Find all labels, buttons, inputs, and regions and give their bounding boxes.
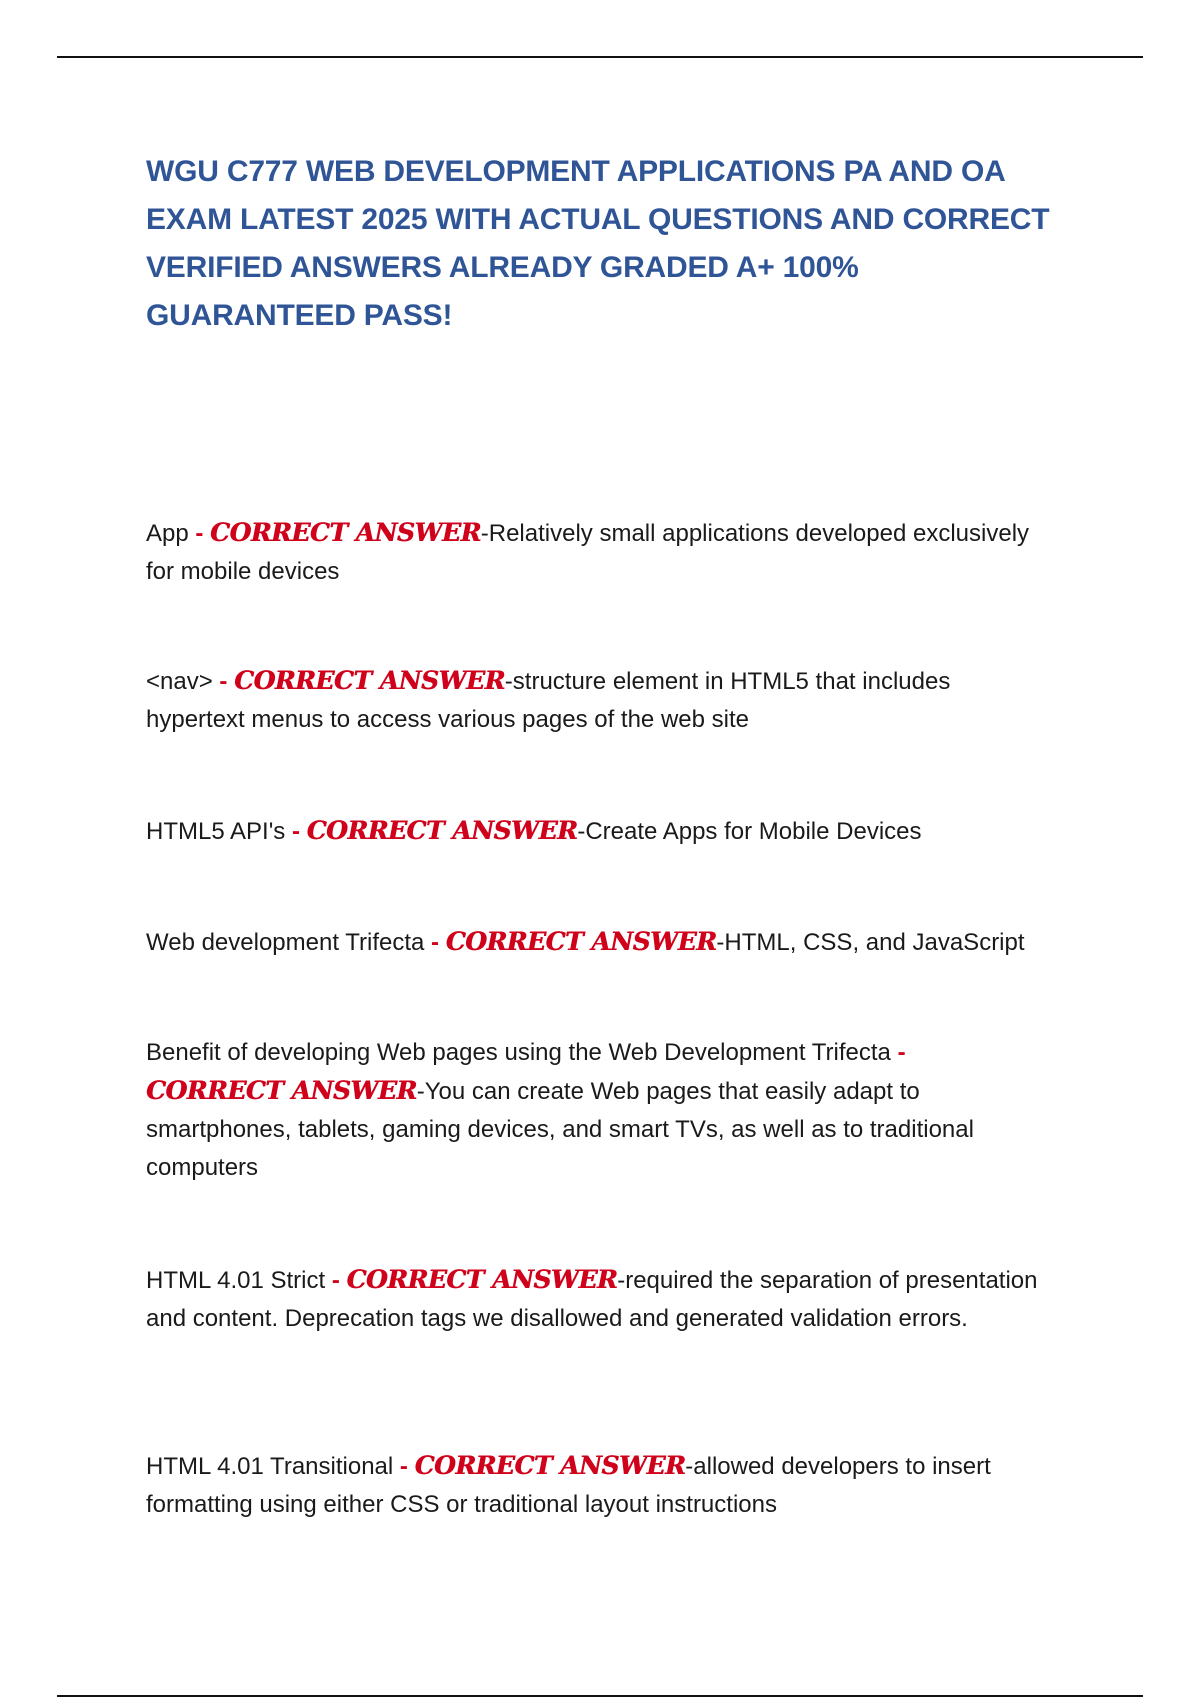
qa-item-html401-transitional: [146, 1447, 1046, 1524]
header-rule: [57, 56, 1143, 58]
qa-separator: -: [399, 1453, 408, 1480]
qa-item-trifecta-benefit: [146, 1034, 1046, 1187]
footer-rule: [57, 1695, 1143, 1697]
qa-separator: -: [291, 818, 300, 845]
qa-answer: Create Apps for Mobile Devices: [585, 818, 922, 845]
qa-item-html401-strict: [146, 1261, 1046, 1338]
qa-term: HTML5 API's: [146, 818, 286, 845]
correct-answer-marker: CORRECT ANSWER: [146, 1076, 417, 1105]
answer-dash: -: [504, 668, 513, 695]
qa-term: App: [146, 520, 189, 547]
qa-answer: allowed developers to insert formatting using either CSS or traditional layout instructions: [146, 1453, 991, 1518]
qa-answer: HTML, CSS, and JavaScript: [724, 929, 1025, 956]
answer-dash: -: [416, 1078, 425, 1105]
correct-answer-marker: CORRECT ANSWER: [445, 927, 717, 956]
correct-answer-marker: CORRECT ANSWER: [210, 518, 481, 547]
qa-separator: -: [195, 520, 204, 547]
qa-answer: Relatively small applications developed exclusively for mobile devices: [146, 520, 1030, 585]
qa-separator: -: [219, 668, 228, 695]
qa-term: Benefit of developing Web pages using the Web Development Trifecta: [146, 1039, 891, 1066]
qa-answer: structure element in HTML5 that includes hypertext menus to access various pages of the web site: [146, 668, 951, 733]
qa-item-trifecta: [146, 923, 1046, 962]
qa-term: HTML 4.01 Strict: [146, 1267, 326, 1294]
qa-item-html5-apis: [146, 812, 1046, 851]
qa-item-nav: [146, 662, 1046, 739]
qa-term: Web development Trifecta: [146, 929, 425, 956]
answer-dash: -: [716, 929, 725, 956]
qa-term: <nav>: [146, 668, 213, 695]
qa-separator: -: [897, 1039, 906, 1066]
document-title: WGU C777 WEB DEVELOPMENT APPLICATIONS PA AND OA EXAM LATEST 2025 WITH ACTUAL QUESTIONS AND CORRECT VERIFIED ANSWERS ALREADY GRADED A+ 100% GUARANTEED PASS!: [146, 155, 1050, 332]
answer-dash: -: [480, 520, 489, 547]
qa-answer: You can create Web pages that easily adapt to smartphones, tablets, gaming devices, and smart TVs, as well as to traditional computers: [146, 1078, 974, 1181]
correct-answer-marker: CORRECT ANSWER: [306, 816, 578, 845]
qa-term: HTML 4.01 Transitional: [146, 1453, 394, 1480]
qa-separator: -: [431, 929, 440, 956]
correct-answer-marker: CORRECT ANSWER: [346, 1265, 618, 1294]
qa-separator: -: [331, 1267, 340, 1294]
correct-answer-marker: CORRECT ANSWER: [414, 1451, 686, 1480]
qa-answer: required the separation of presentation and content. Deprecation tags we disallowed and generated validation errors.: [146, 1267, 1038, 1332]
qa-item-app: [146, 514, 1046, 591]
correct-answer-marker: CORRECT ANSWER: [234, 666, 505, 695]
answer-dash: -: [577, 818, 586, 845]
answer-dash: -: [685, 1453, 694, 1480]
answer-dash: -: [617, 1267, 626, 1294]
